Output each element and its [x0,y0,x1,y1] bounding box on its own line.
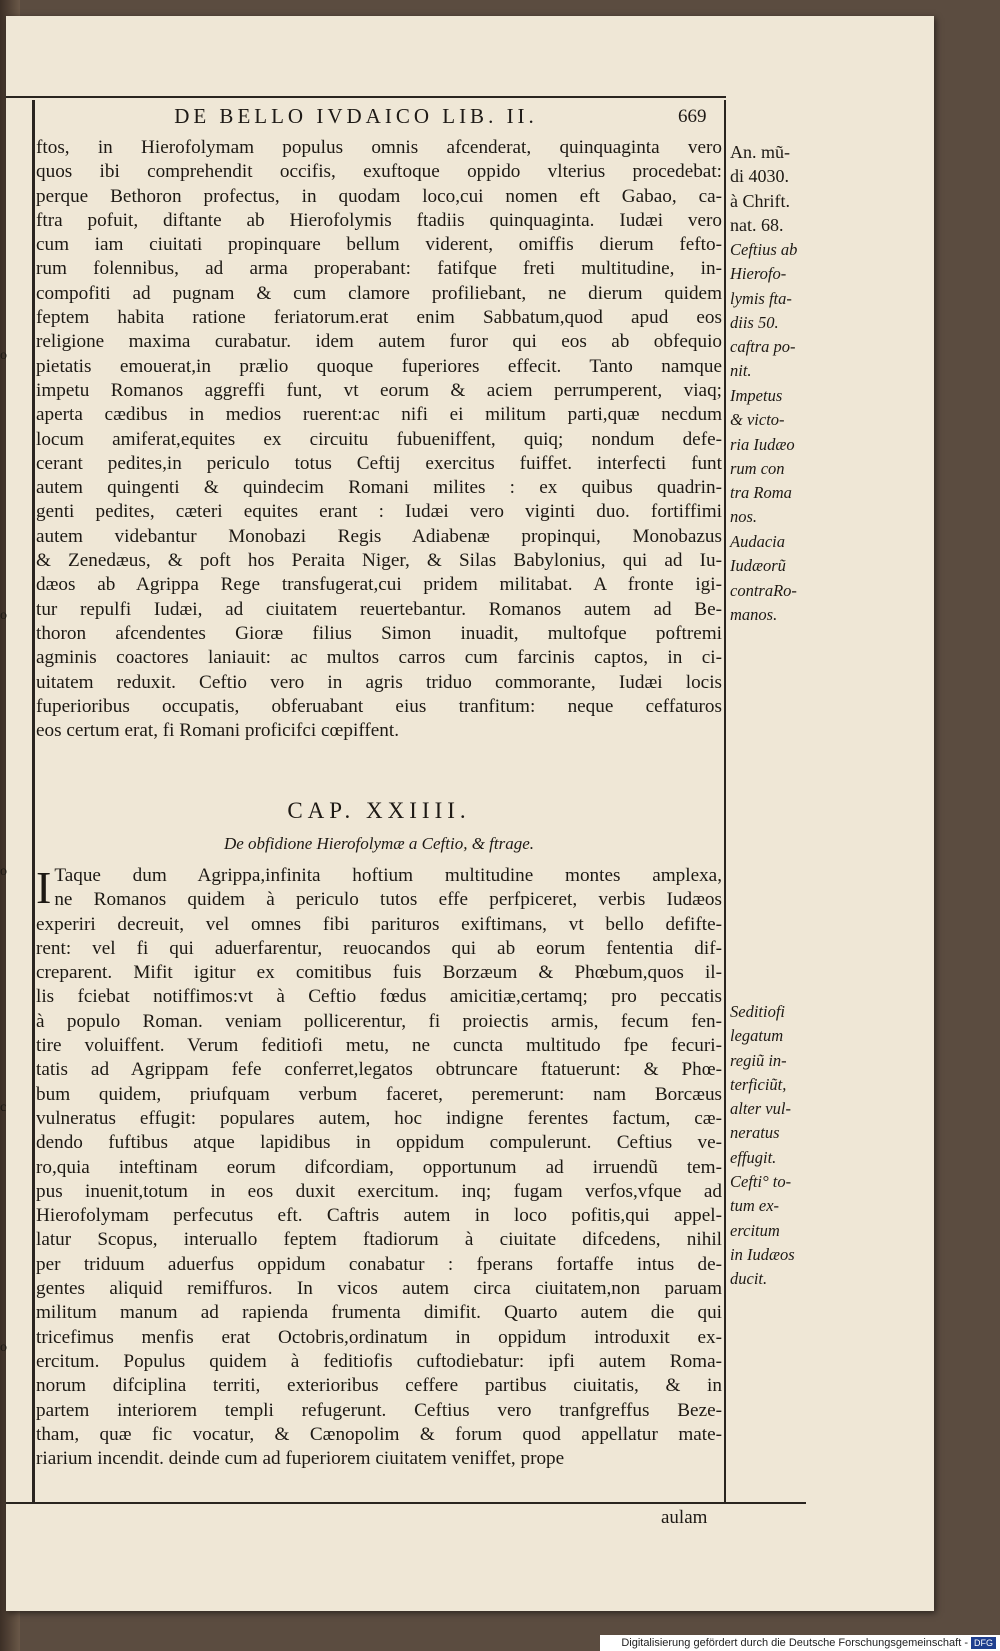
margin-line: Audacia [730,532,785,551]
text-line: cerant pedites,in periculo totus Ceftij exercitus fuiffet. interfecti funt [36,452,722,474]
catchword: aulam [661,1507,708,1528]
margin-note-castra [730,238,830,384]
text-line: militum manum ad rapienda frumenta dimifit. Quarto autem die qui [36,1302,722,1324]
text-line: Hierofolymam perfecutus eft. Caftris autem in loco pofitis,qui appel- [36,1205,722,1227]
margin-line: rum con [730,458,785,478]
chapter-heading: CAP. XXIIII. [287,798,471,823]
text-line: tatis ad Agrippam fefe conferret,legatos obtruncare ftatuerunt: & Phœ- [36,1059,722,1081]
text-line: per triduum aduerfus oppidum conabatur : fperans fortaffe intus de- [36,1253,722,1275]
margin-line: nos. [730,507,758,527]
margin-line: contraRo- [730,580,797,600]
text-line: tham, quæ fic vocatur, & Cænopolim & forum quod appellatur mate- [36,1423,722,1445]
margin-line: tum ex- [730,1196,780,1216]
text-line: vulneratus effugit: populares autem, hoc indigne ferentes factum, cæ- [36,1107,722,1129]
text-line: thoron afcendentes Gioræ filius Simon inuadit, multofque poftremi [36,622,722,644]
margin-line: Iudæorũ [730,556,786,576]
page-number: 669 [678,106,707,127]
right-border-line [724,100,726,1502]
text-line: feptem habita ratione feriatorum.erat enim Sabbatum,quod apud eos [36,307,722,329]
text-line: ftos, in Hierofolymam populus omnis afcenderat, quinquaginta vero [36,137,722,158]
edge-mark: o [0,348,7,363]
text-line: compofiti ad pugnam & cum clamore profiliebant, ne dierum quidem [36,282,722,304]
text-line: eos certum erat, fi Romani proficifci cœpiffent. [36,720,400,742]
margin-line: terficiũt, [730,1074,787,1094]
text-line: rent: vel fi qui aduerfarentur, reuocandos qui ab eorum fententia dif- [36,937,722,959]
text-line: riarium incendit. deinde cum ad fuperiorem ciuitatem veniffet, prope [36,1448,565,1470]
bottom-rule [6,1502,806,1504]
text-line: à populo Roman. veniam pollicerentur, fi proiectis armis, fecum fen- [36,1010,722,1032]
margin-line: ducit. [730,1269,768,1289]
top-rule [6,96,726,98]
text-line: tur repulfi Iudæi, ad ciuitatem reuertebantur. Romanos autem ad Be- [36,598,722,620]
text-line: pus inuenit,totum in eos duxit exercitum. inq; fugam verfos,vfque ad [36,1180,722,1202]
edge-mark: o [0,1340,7,1355]
margin-line: Impetus [730,386,783,405]
margin-note-seditiosi [730,1000,830,1170]
text-line: aperta cædibus in medios ruerent:ac nifi ei militum parti,quæ necdum [36,404,722,426]
text-line: uitatem reduxit. Ceftio vero in agris triduo commorante, Iudæi locis [36,671,722,693]
margin-line: à Chrift. [730,190,790,211]
text-line: norum difciplina territi, exterioribus ceffere partibus ciuitatis, & in [36,1375,722,1397]
text-line: tire voluiffent. Verum feditiofi metu, ne cuncta multitudo fpe fecuri- [36,1035,722,1057]
text-line: bum quidem, priufquam verbum faceret, peremerunt: nam Borcæus [36,1083,722,1105]
text-line: quos ibi comprehendit occifis, exuftoque oppido vlterius procedebat: [36,161,722,183]
margin-line: effugit. [730,1147,777,1167]
margin-note-impetus [730,384,830,530]
margin-note-audacia [730,530,830,627]
margin-note-cestius [730,1170,830,1291]
drop-initial: I [36,862,52,913]
text-line: experiri decreuit, vel omnes fibi parituros exiftimans, vt bello defifte- [36,913,722,935]
text-line: fuperioribus occupatis, obferuabant eius tranfitum: neque ceffaturos [36,695,722,717]
text-line: ftra pofuit, diftante ab Hierofolymis ftadiis quinquaginta. Iudæi vero [36,209,722,231]
margin-line: manos. [730,604,778,624]
text-line: creparent. Mifit igitur ex comitibus fuis Borzæum & Phœbum,quos il- [36,962,722,984]
margin-line: Ceftius ab [730,240,798,259]
text-block-1 [36,136,722,743]
margin-line: lymis fta- [730,288,792,308]
margin-line: legatum [730,1026,784,1046]
text-block-2 [36,864,722,1471]
edge-mark: o [0,608,7,623]
text-line: ercitum. Populus quidem à feditiofis cuftodiebatur: ipfi autem Roma- [36,1350,722,1372]
margin-line: regiũ in- [730,1050,787,1070]
text-line: autem quingenti & quindecim Romani milites : ex quibus quadrin- [36,477,722,499]
margin-line: diis 50. [730,312,779,332]
margin-line: di 4030. [730,166,790,187]
credit-text: Digitalisierung gefördert durch die Deutsche Forschungsgemeinschaft - [621,1637,968,1649]
margin-line: neratus [730,1123,780,1143]
text-line: ne Romanos quidem à periculo tutos effe perfpiceret, verbis Iudæos [54,889,722,911]
chapter-subtitle: De obfidione Hierofolymæ a Ceftio, & ftrage. [223,834,535,853]
text-line: dæos ab Agrippa Rege transfugerat,cui pridem militabat. A fronte igi- [36,574,722,596]
text-line: rum folennibus, ad arma properabant: fatifque freti multitudine, in- [36,258,722,280]
text-line: impetu Romanos aggreffi funt, vt eorum & aciem perrumperent, viaq; [36,379,722,401]
text-line: genti pedites, cæteri equites erant : Iudæi vero viginti duo. fortiffimi [36,501,722,523]
margin-line: nat. 68. [730,214,784,235]
text-line: dendo fuftibus atque lapidibus in oppidum compulerunt. Ceftius ve- [36,1132,722,1154]
margin-line: Cefti° to- [730,1172,792,1191]
text-line: cum iam ciuitati propinquare bellum viderent, omiffis dierum fefto- [36,234,722,256]
margin-line: An. mũ- [730,142,790,162]
book-page [6,16,934,1611]
text-line: locum amiferat,equites ex circuitu fubueniffent, quiq; nondum defe- [36,428,722,450]
text-line: autem videbantur Monobazi Regis Adiabenæ propinqui, Monobazus [36,525,722,547]
text-line: perque Bethoron profectus, in quodam loco,cui nomen eft Gabao, ca- [36,185,722,207]
text-line: pietatis emouerat,in prælio quoque fuperiores effecit. Tanto namque [36,355,722,377]
text-line: agminis coactores laniauit: ac multos carros cum farcinis captos, in ci- [36,647,722,669]
edge-mark: c [0,1100,7,1115]
text-line: gentes aliquid remiffuros. In vicos autem circa ciuitatem,non paruam [36,1278,722,1300]
left-border-line [32,100,35,1502]
margin-line: tra Roma [730,483,792,503]
text-line: tricefimus menfis erat Octobris,ordinatum in oppidum introduxit ex- [36,1326,722,1348]
margin-line: alter vul- [730,1099,791,1119]
text-line: lis fciebat notiffimos:vt à Ceftio fœdus amicitiæ,certamq; pro peccatis [36,986,722,1008]
text-line: religione maxima curabatur. idem autem furor qui eos ab obfequio [36,331,722,353]
margin-line: ercitum [730,1220,780,1240]
margin-line: in Iudæos [730,1244,795,1264]
dfg-logo: DFG [971,1637,996,1649]
margin-line: ria Iudæo [730,434,795,454]
text-line: latur Scopus, interuallo feptem ftadiorum à ciuitate difcedens, nihil [36,1229,722,1251]
margin-date-note [730,140,830,237]
digitization-credit [600,1635,1000,1651]
text-line: Taque dum Agrippa,infinita hoftium multitudine montes amplexa, [54,865,722,886]
text-line: partem interiorem templi refugerunt. Ceftius vero tranfgreffus Beze- [36,1399,722,1421]
margin-line: Seditiofi [730,1002,785,1021]
margin-line: nit. [730,361,752,381]
text-line: ro,quia inteftinam eorum difcordiam, opportunum ad irruendũ tem- [36,1156,722,1178]
margin-line: caftra po- [730,337,796,357]
margin-line: Hierofo- [730,264,787,284]
edge-mark: o [0,864,7,879]
text-line: & Zenedæus, & poft hos Peraita Niger, & Silas Babylonius, qui ad Iu- [36,550,722,572]
running-head: DE BELLO IVDAICO LIB. II. [174,104,538,128]
margin-line: & victo- [730,410,785,430]
